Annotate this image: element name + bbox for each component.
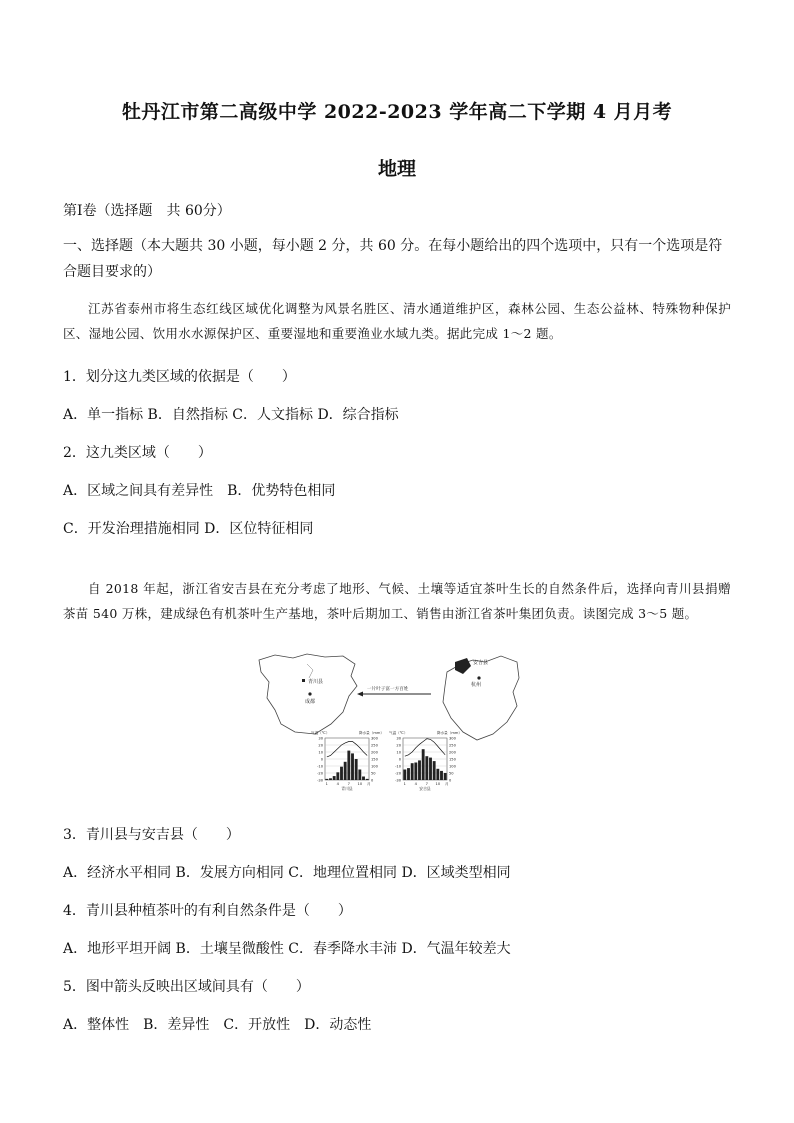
passage-1: 江苏省泰州市将生态红线区域优化调整为风景名胜区、清水通道维护区，森林公园、生态公益林、特殊物种保护区、湿地公园、饮用水水源保护区、重要湿地和重要渔业水域九类。据此完成 1～2 题。 [63, 301, 731, 341]
right-map-label-hangzhou: 杭州 [471, 682, 482, 688]
question-5-options: A．整体性 B．差异性 C．开放性 D．动态性 [63, 1017, 372, 1033]
left-map-label-chengdu: 成都 [305, 699, 316, 705]
precip-tick: 50 [371, 771, 376, 776]
arrow-label: 一片叶子富一方百姓 [367, 687, 409, 692]
question-5-stem: 5．图中箭头反映出区域间具有（ ） [63, 979, 310, 995]
precip-tick: 0 [371, 778, 374, 783]
precip-bar-month-4 [336, 772, 339, 780]
precip-tick: 50 [449, 771, 454, 776]
temp-tick: 30 [318, 736, 323, 741]
month-unit: 月 [445, 782, 449, 786]
precip-bar-month-11 [440, 771, 443, 780]
temp-tick: -20 [317, 771, 323, 776]
left-region-map [259, 654, 357, 734]
question-2-options-line-1: A．区域之间具有差异性 B．优势特色相同 [63, 483, 336, 499]
exam-title: 牡丹江市第二高级中学 2022-2023 学年高二下学期 4 月月考 [121, 101, 673, 123]
chart-caption-anji: 安吉县 [419, 786, 431, 791]
precip-tick: 150 [371, 757, 378, 762]
chart-caption-qingchuan: 青川县 [341, 786, 353, 791]
question-1-stem: 1．划分这九类区域的依据是（ ） [63, 369, 296, 385]
temp-tick: 20 [396, 743, 401, 748]
month-tick: 1 [403, 782, 406, 786]
temp-axis-label: 气温（℃） [311, 731, 330, 735]
question-3-options: A．经济水平相同 B．发展方向相同 C．地理位置相同 D．区域类型相同 [63, 865, 511, 881]
right-region-map [443, 656, 519, 740]
temperature-line-anji [405, 739, 445, 757]
precip-bar-month-11 [362, 777, 365, 781]
precip-axis-label: 降水量（mm） [437, 731, 462, 735]
precip-tick: 250 [449, 743, 456, 748]
precip-bar-month-2 [407, 768, 410, 780]
precip-bar-month-12 [444, 773, 447, 780]
section-heading: 第Ⅰ卷（选择题 共 60分） [63, 203, 231, 219]
temp-tick: -10 [395, 764, 401, 769]
precip-bar-month-5 [340, 767, 343, 780]
precip-tick: 200 [371, 750, 378, 755]
temp-tick: -20 [395, 771, 401, 776]
temperature-line-qingchuan [327, 742, 367, 757]
qingchuan-marker [302, 679, 305, 682]
temp-tick: -30 [317, 778, 323, 783]
left-map-label-qingchuan: 青川县 [308, 679, 324, 685]
precip-bar-month-12 [366, 779, 369, 780]
precip-bar-month-7 [425, 756, 428, 780]
question-3-stem: 3．青川县与安吉县（ ） [63, 827, 240, 843]
month-tick: 10 [357, 782, 363, 786]
temp-tick: 30 [396, 736, 401, 741]
question-2-options-line-2: C．开发治理措施相同 D．区位特征相同 [63, 521, 314, 537]
precip-tick: 200 [449, 750, 456, 755]
precip-bar-month-4 [414, 763, 417, 781]
month-tick: 7 [425, 782, 428, 786]
temp-tick: 20 [318, 743, 323, 748]
anji-highlight [455, 658, 471, 674]
subject-title: 地理 [377, 158, 416, 180]
temp-tick: -10 [317, 764, 323, 769]
instructions: 一、选择题（本大题共 30 小题，每小题 2 分，共 60 分。在每小题给出的四个选项中，只有一个选项是符合题目要求的） [63, 238, 723, 280]
precip-bar-month-8 [351, 753, 354, 780]
precip-bar-month-1 [403, 770, 406, 781]
precip-bar-month-5 [418, 760, 421, 780]
precip-tick: 250 [371, 743, 378, 748]
figure-map-climate [255, 652, 523, 794]
precip-bar-month-2 [329, 778, 332, 780]
precip-bar-month-10 [436, 769, 439, 780]
month-tick: 4 [414, 782, 417, 786]
temp-tick: -30 [395, 778, 401, 783]
question-2-stem: 2．这九类区域（ ） [63, 445, 212, 461]
precip-bar-month-7 [347, 751, 350, 780]
precip-bar-month-9 [355, 759, 358, 780]
month-tick: 10 [435, 782, 441, 786]
month-tick: 1 [325, 782, 328, 786]
precip-bar-month-6 [344, 762, 347, 780]
month-tick: 4 [336, 782, 339, 786]
temp-axis-label: 气温（℃） [389, 731, 408, 735]
precip-tick: 300 [449, 736, 456, 741]
precip-tick: 100 [449, 764, 456, 769]
precip-bar-month-3 [333, 776, 336, 780]
temp-tick: 0 [398, 757, 401, 762]
question-1-options: A．单一指标 B．自然指标 C．人文指标 D．综合指标 [63, 407, 399, 423]
precip-tick: 300 [371, 736, 378, 741]
temp-tick: 0 [320, 757, 323, 762]
temp-tick: 10 [318, 750, 323, 755]
right-map-label-anji: 安吉县 [473, 660, 489, 666]
temp-tick: 10 [396, 750, 401, 755]
precip-bar-month-6 [422, 749, 425, 780]
question-4-stem: 4．青川县种植茶叶的有利自然条件是（ ） [63, 903, 352, 919]
passage-2: 自 2018 年起，浙江省安吉县在充分考虑了地形、气候、土壤等适宜茶叶生长的自然条件后，选择向青川县捐赠茶苗 540 万株，建成绿色有机茶叶生产基地，茶叶后期加工、销售由浙江省茶叶集团负责。读图完成 3～5 题。 [63, 581, 731, 621]
month-unit: 月 [367, 782, 371, 786]
precip-bar-month-8 [429, 758, 432, 780]
question-4-options: A．地形平坦开阔 B．土壤呈微酸性 C．春季降水丰沛 D．气温年较差大 [63, 941, 511, 957]
precip-axis-label: 降水量（mm） [359, 731, 384, 735]
chengdu-marker [308, 692, 311, 695]
precip-bar-month-1 [325, 779, 328, 780]
precip-bar-month-3 [411, 763, 414, 780]
precip-tick: 0 [449, 778, 452, 783]
precip-tick: 150 [449, 757, 456, 762]
precip-bar-month-10 [358, 770, 361, 781]
precip-tick: 100 [371, 764, 378, 769]
precip-bar-month-9 [433, 761, 436, 780]
hangzhou-marker [477, 676, 480, 679]
month-tick: 7 [347, 782, 350, 786]
